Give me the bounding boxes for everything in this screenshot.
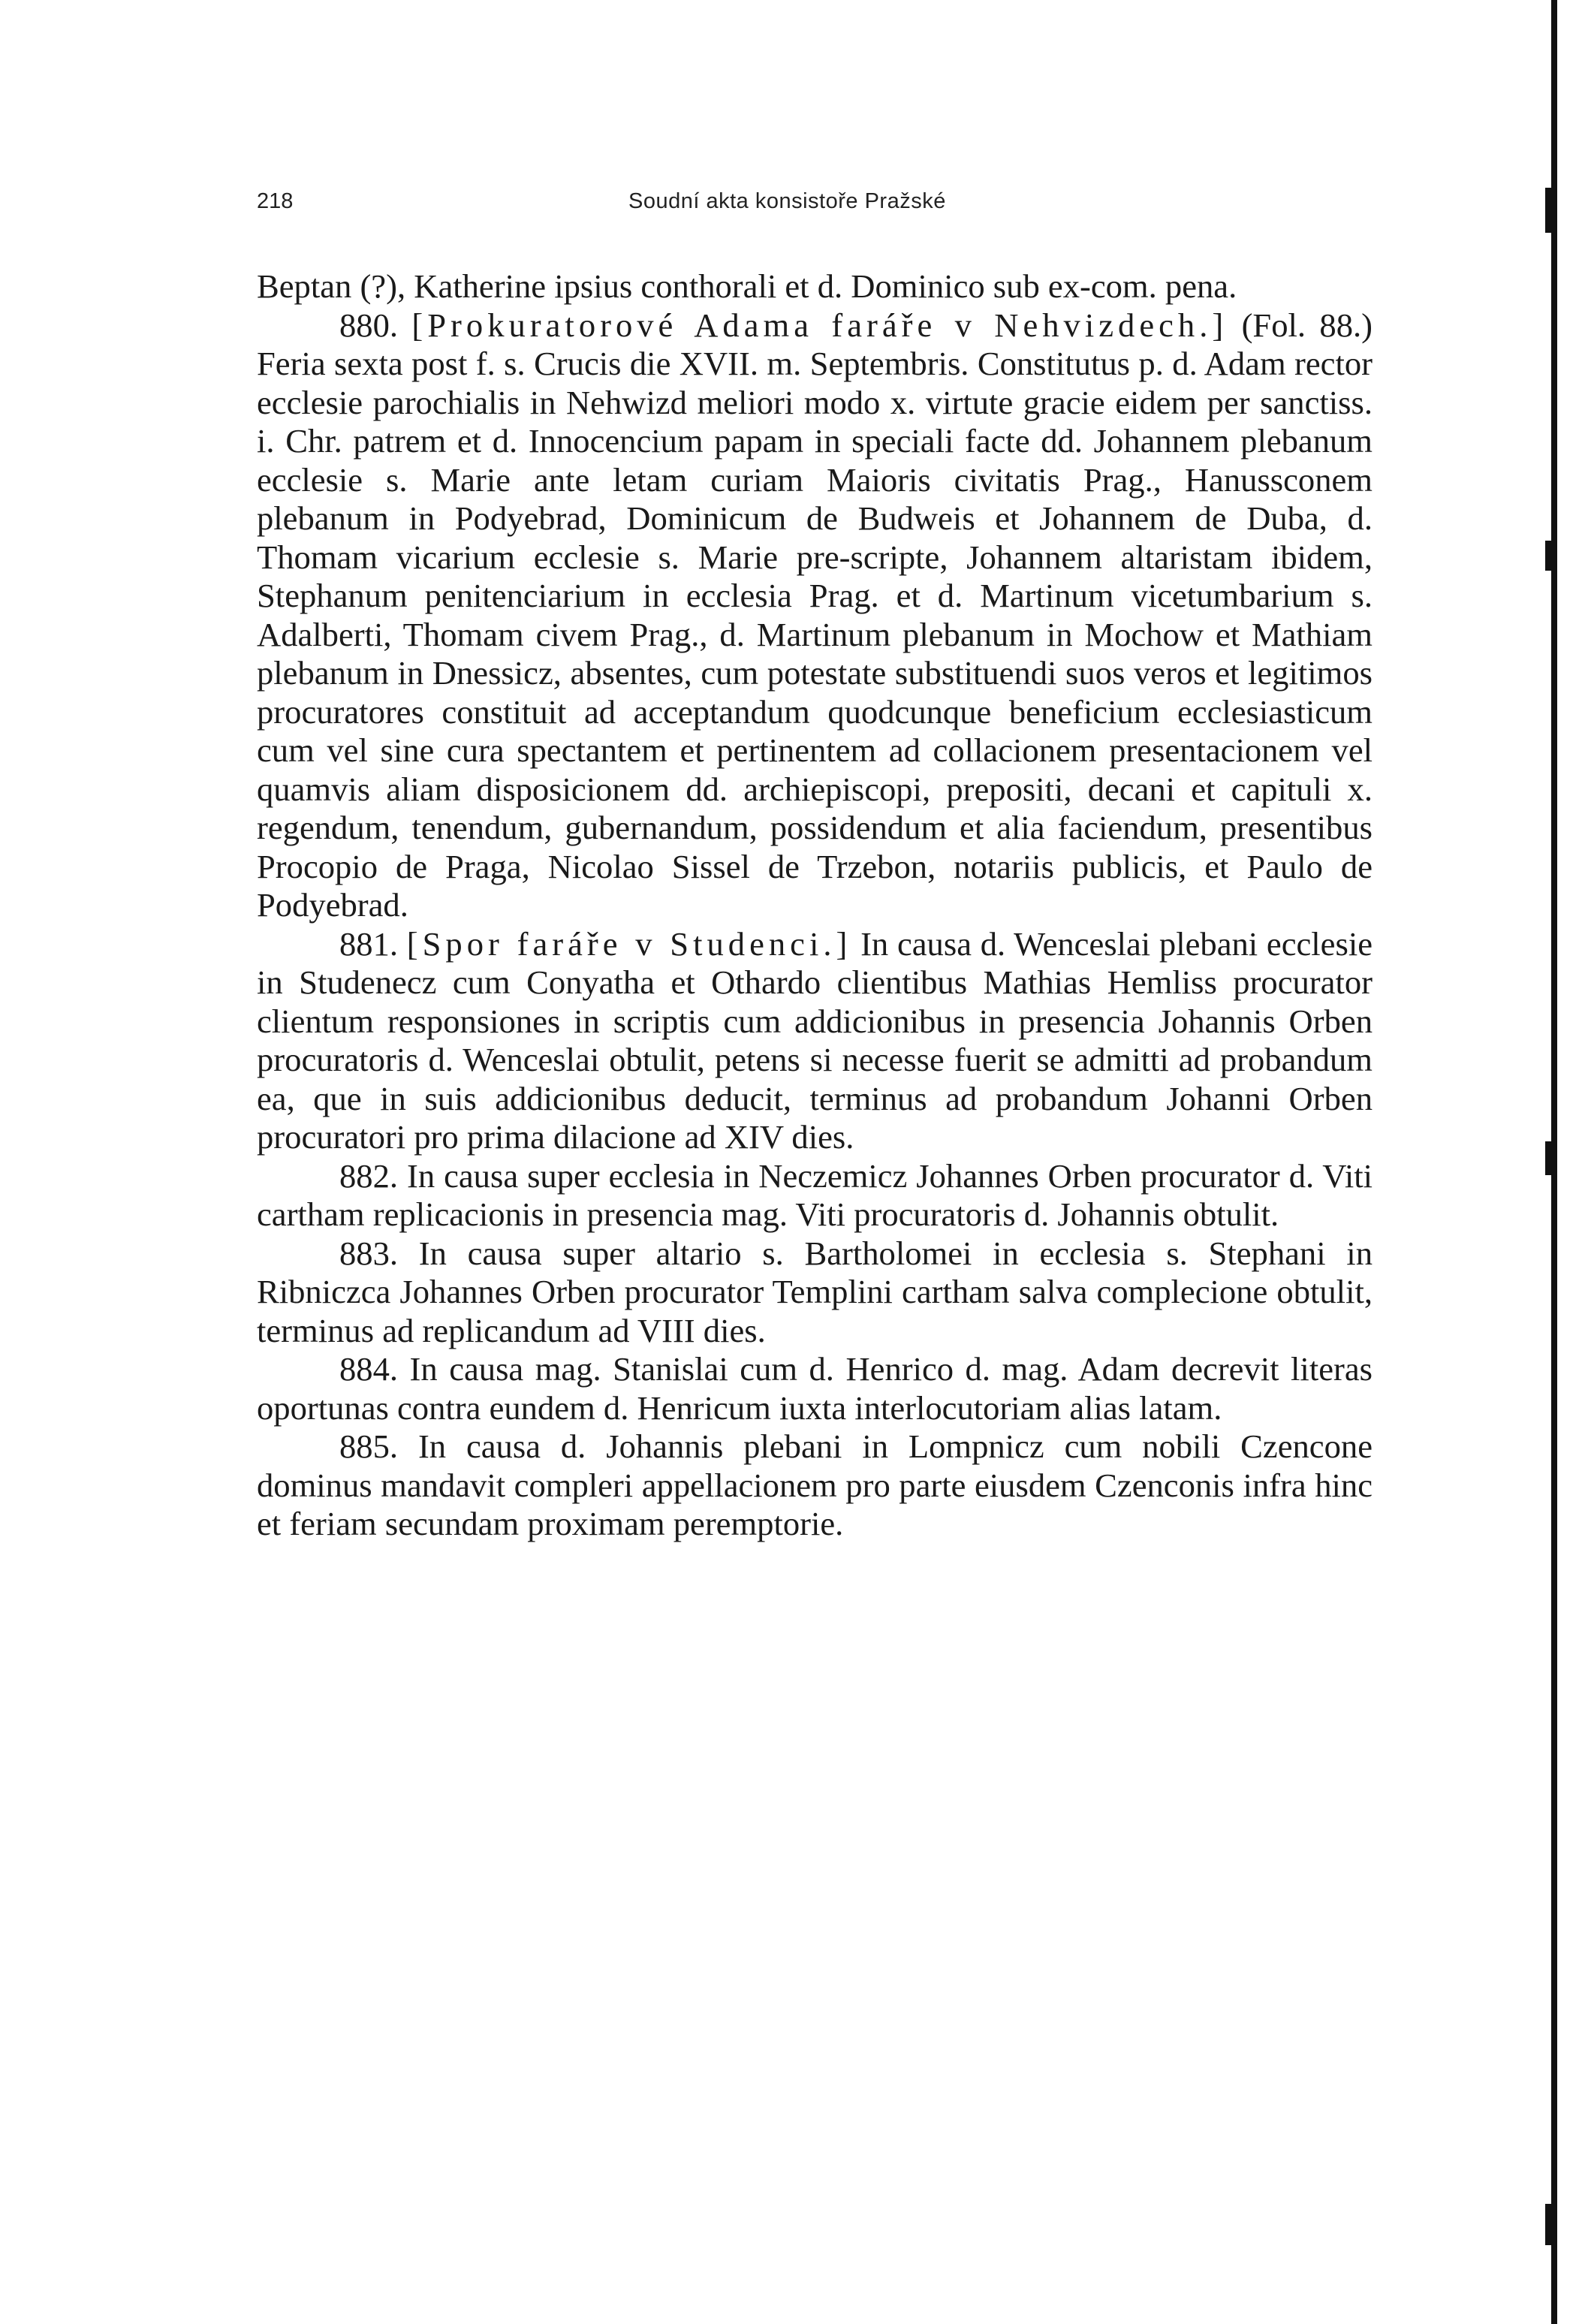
- entry-body: (Fol. 88.) Feria sexta post f. s. Crucis die XVII. m. Septembris. Constitutus p. d. Adam rector ecclesie parochialis in Nehwizd meliori modo x. virtute gracie eidem per sanctiss. i. Chr. patrem et d. Innocencium papam in speciali facte dd. Johannem plebanum ecclesie s. Marie ante letam curiam Maioris civitatis Prag., Hanussconem plebanum in Podyebrad, Dominicum de Budweis et Johannem de Duba, d. Thomam vicarium ecclesie s. Marie pre-scripte, Johannem altaristam ibidem, Stephanum penitenciarium in ecclesia Prag. et d. Martinum vicetumbarium s. Adalberti, Thomam civem Prag., d. Martinum plebanum in Mochow et Mathiam plebanum in Dnessicz, absentes, cum potestate substituendi suos veros et legitimos procuratores constituit ad acceptandum quodcunque beneficium ecclesiasticum cum vel sine cura spectantem et pertinentem ad collacionem presentacionem vel quamvis aliam disposicionem dd. archiepiscopi, prepositi, decani et capituli x. regendum, tenendum, gubernandum, possidendum et alia faciendum, presentibus Procopio de Praga, Nicolao Sissel de Trzebon, notariis publicis, et Paulo de Podyebrad.: [257, 306, 1373, 924]
- edge-mark: [1545, 1141, 1556, 1175]
- entry-body: In causa super ecclesia in Neczemicz Johannes Orben procurator d. Viti cartham replicacionis in presencia mag. Viti procuratoris d. Johannis obtulit.: [257, 1156, 1373, 1233]
- page-edge-binding: [1551, 0, 1588, 2324]
- entry-number: 881.: [339, 924, 399, 963]
- entry-body: In causa d. Wenceslai plebani ecclesie in Studenecz cum Conyatha et Othardo clientibus Mathias Hemliss procurator clientum responsiones in scriptis cum addicionibus in presencia Johannis Orben procuratoris d. Wenceslai obtulit, petens si necesse fuerit se admitti ad probandum ea, que in suis addicionibus deducit, terminus ad probandum Johanni Orben procuratori pro prima dilacione ad XIV dies.: [257, 924, 1373, 1156]
- entry-883: [257, 1234, 1373, 1351]
- edge-mark: [1545, 188, 1556, 233]
- entry-number: 882.: [339, 1156, 399, 1195]
- entry-884: [257, 1350, 1373, 1427]
- continuation-paragraph: Beptan (?), Katherine ipsius conthorali et d. Dominico sub ex-com. pena.: [257, 267, 1237, 305]
- body-text: [257, 267, 1373, 1544]
- entry-body: In causa mag. Stanislai cum d. Henrico d. mag. Adam decrevit literas oportunas contra eundem d. Henricum iuxta interlocutoriam alias latam.: [257, 1350, 1373, 1427]
- entry-body: In causa super altario s. Bartholomei in ecclesia s. Stephani in Ribniczca Johannes Orben procurator Templini cartham salva complecione obtulit, terminus ad replicandum ad VIII dies.: [257, 1234, 1373, 1349]
- entry-885: [257, 1427, 1373, 1544]
- entry-heading: [Prokuratorové Adama faráře v Nehvizdech.]: [411, 306, 1228, 344]
- entry-881: [257, 925, 1373, 1157]
- entry-body: In causa d. Johannis plebani in Lompnicz cum nobili Czencone dominus mandavit compleri appellacionem pro parte eiusdem Czenconis infra hinc et feriam secundam proximam peremptorie.: [257, 1427, 1373, 1542]
- edge-mark: [1545, 541, 1556, 571]
- entry-number: 883.: [339, 1234, 399, 1272]
- entry-heading: [Spor faráře v Studenci.]: [406, 924, 852, 963]
- running-title: Soudní akta konsistoře Pražské: [628, 189, 946, 213]
- entry-number: 880.: [339, 306, 399, 344]
- edge-mark: [1545, 2204, 1556, 2245]
- running-head: [257, 189, 1382, 222]
- entry-number: 884.: [339, 1350, 399, 1388]
- entry-882: [257, 1157, 1373, 1234]
- entry-number: 885.: [339, 1427, 399, 1465]
- entry-880: [257, 306, 1373, 925]
- page-number: 218: [257, 189, 294, 213]
